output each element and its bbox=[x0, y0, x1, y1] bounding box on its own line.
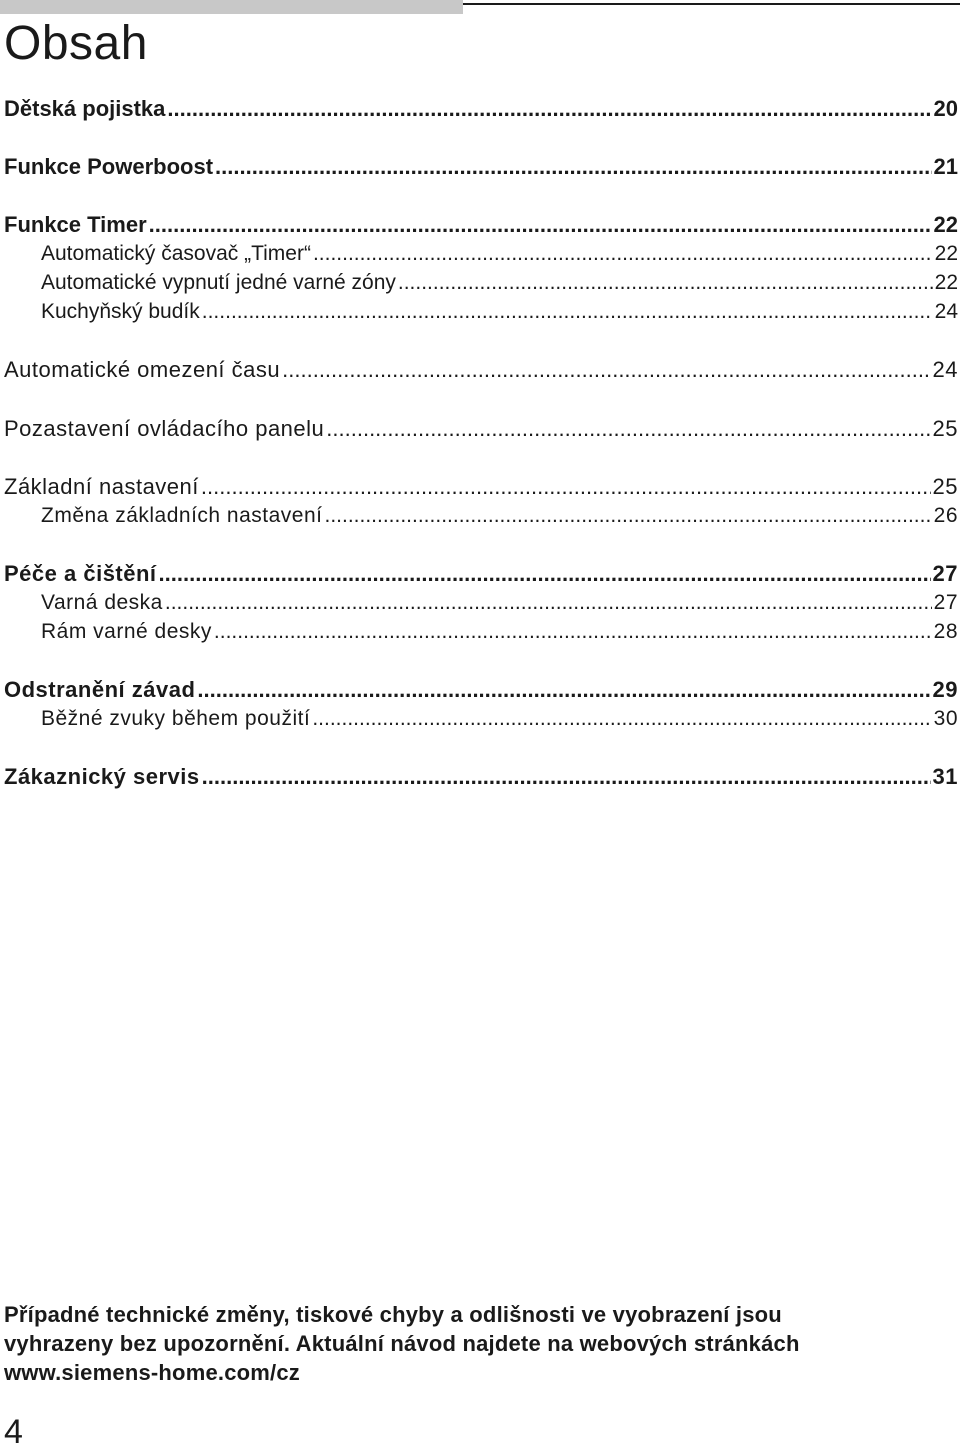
disclaimer-line: Případné technické změny, tiskové chyby a odlišnosti ve vyobrazení jsou bbox=[4, 1302, 782, 1327]
toc-entry-troubleshooting[interactable] bbox=[4, 675, 958, 705]
toc-entry-page: 29 bbox=[932, 677, 958, 702]
toc-entry-timer[interactable] bbox=[4, 210, 958, 240]
disclaimer-note bbox=[4, 1300, 944, 1387]
toc-entry-child-lock[interactable] bbox=[4, 94, 958, 124]
toc-entry-page: 31 bbox=[932, 764, 958, 789]
toc-entry-customer-service[interactable] bbox=[4, 762, 958, 792]
toc-entry-auto-timer[interactable] bbox=[41, 239, 958, 269]
website-link[interactable]: www.siemens-home.com/cz bbox=[4, 1360, 300, 1385]
toc-entry-label: Automatický časovač „Timer“ bbox=[41, 242, 311, 265]
toc-dot-leader bbox=[201, 472, 931, 502]
toc-dot-leader bbox=[282, 355, 930, 385]
toc-dot-leader bbox=[149, 210, 932, 240]
toc-entry-label: Změna základních nastavení bbox=[41, 504, 323, 527]
toc-dot-leader bbox=[214, 617, 932, 647]
toc-entry-panel-pause[interactable] bbox=[4, 414, 958, 444]
toc-entry-normal-noises[interactable] bbox=[41, 704, 958, 734]
toc-entry-page: 30 bbox=[933, 707, 958, 730]
toc-entry-label: Kuchyňský budík bbox=[41, 300, 200, 323]
toc-entry-page: 24 bbox=[932, 357, 958, 382]
toc-entry-label: Rám varné desky bbox=[41, 620, 212, 643]
toc-entry-page: 22 bbox=[934, 271, 958, 294]
toc-entry-label: Funkce Powerboost bbox=[4, 154, 214, 179]
page-title: Obsah bbox=[4, 17, 148, 70]
toc-entry-page: 27 bbox=[932, 561, 958, 586]
toc-entry-label: Dětská pojistka bbox=[4, 96, 166, 121]
toc-entry-time-limit[interactable] bbox=[4, 355, 958, 385]
toc-entry-label: Běžné zvuky během použití bbox=[41, 707, 311, 730]
page-number: 4 bbox=[4, 1413, 23, 1451]
toc-dot-leader bbox=[202, 297, 933, 327]
toc-entry-page: 25 bbox=[932, 416, 958, 441]
toc-dot-leader bbox=[313, 239, 933, 269]
toc-entry-page: 22 bbox=[933, 212, 958, 237]
toc-entry-page: 24 bbox=[934, 300, 958, 323]
toc-entry-label: Péče a čištění bbox=[4, 561, 157, 586]
toc-dot-leader bbox=[165, 588, 932, 618]
toc-entry-hob-frame[interactable] bbox=[41, 617, 958, 647]
toc-entry-page: 20 bbox=[933, 96, 958, 121]
toc-entry-label: Zákaznický servis bbox=[4, 764, 200, 789]
toc-entry-label: Automatické vypnutí jedné varné zóny bbox=[41, 271, 396, 294]
toc-entry-page: 27 bbox=[933, 591, 958, 614]
toc-dot-leader bbox=[197, 675, 930, 705]
toc-entry-care-cleaning[interactable] bbox=[4, 559, 958, 589]
toc-entry-label: Pozastavení ovládacího panelu bbox=[4, 416, 325, 441]
toc-entry-page: 26 bbox=[933, 504, 958, 527]
toc-dot-leader bbox=[167, 94, 931, 124]
toc-entry-kitchen-timer[interactable] bbox=[41, 297, 958, 327]
toc-entry-label: Varná deska bbox=[41, 591, 163, 614]
toc-entry-label: Funkce Timer bbox=[4, 212, 147, 237]
toc-entry-hob[interactable] bbox=[41, 588, 958, 618]
toc-entry-page: 22 bbox=[934, 242, 958, 265]
toc-entry-auto-shutoff[interactable] bbox=[41, 268, 958, 298]
toc-entry-powerboost[interactable] bbox=[4, 152, 958, 182]
toc-dot-leader bbox=[159, 559, 931, 589]
toc-entry-basic-settings[interactable] bbox=[4, 472, 958, 502]
toc-entry-label: Odstranění závad bbox=[4, 677, 196, 702]
toc-entry-change-settings[interactable] bbox=[41, 501, 958, 531]
toc-entry-page: 25 bbox=[932, 474, 958, 499]
toc-dot-leader bbox=[215, 152, 931, 182]
disclaimer-line: vyhrazeny bez upozornění. Aktuální návod najdete na webových stránkách bbox=[4, 1331, 800, 1356]
toc-entry-page: 28 bbox=[933, 620, 958, 643]
toc-dot-leader bbox=[325, 501, 932, 531]
toc-dot-leader bbox=[398, 268, 933, 298]
toc-entry-page: 21 bbox=[933, 154, 958, 179]
toc-entry-label: Základní nastavení bbox=[4, 474, 199, 499]
toc-dot-leader bbox=[312, 704, 931, 734]
toc-dot-leader bbox=[202, 762, 931, 792]
toc-dot-leader bbox=[326, 414, 930, 444]
toc-entry-label: Automatické omezení času bbox=[4, 357, 281, 382]
